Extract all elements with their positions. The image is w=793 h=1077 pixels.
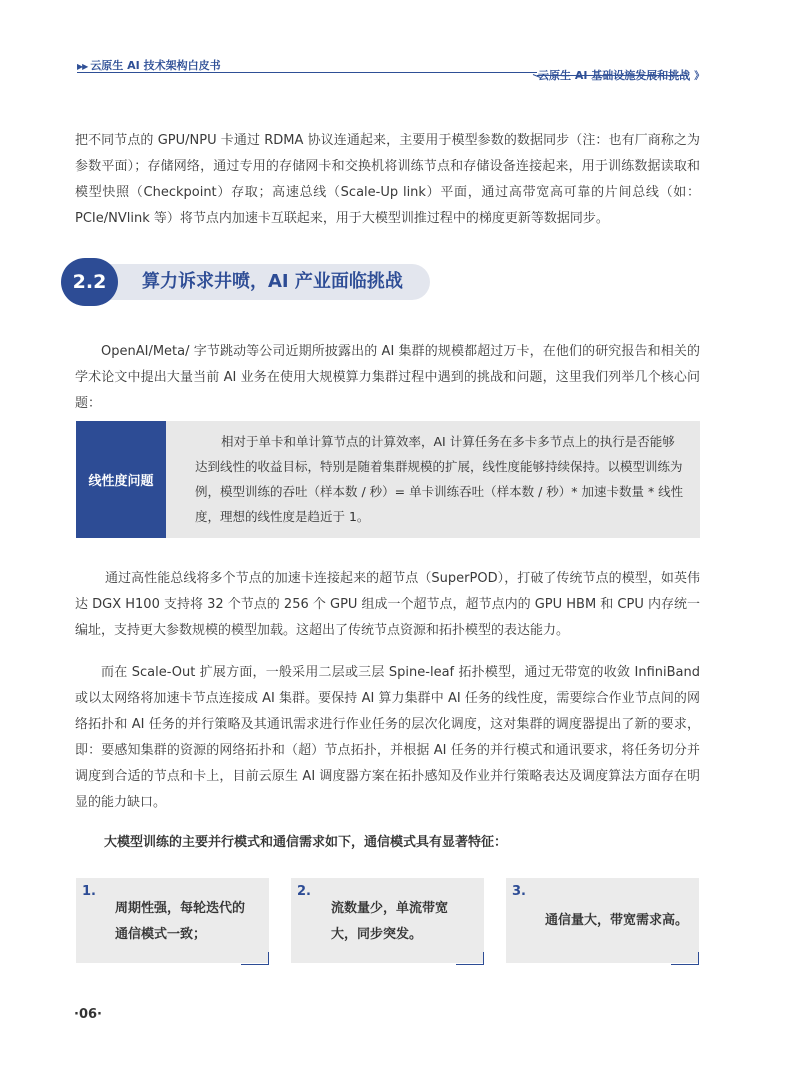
- callout-text: 相对于单卡和单计算节点的计算效率，AI 计算任务在多卡多节点上的执行是否能够达到线性的收益目标，特别是随着集群规模的扩展，线性度能够持续保持。以模型训练为例，模型训练的吞吐（样本数 / 秒）= 单卡训练吞吐（样本数 / 秒）* 加速卡数量 * 线性度，理想的线性度是趋近于 1。: [195, 434, 684, 524]
- body-paragraph-1: OpenAI/Meta/ 字节跳动等公司近期所披露出的 AI 集群的规模都超过万卡，在他们的研究报告和相关的学术论文中提出大量当前 AI 业务在使用大规模算力集群过程中遇到的挑战和问题，这里我们列举几个核心问题：: [75, 344, 700, 411]
- header-book-title: [77, 57, 221, 73]
- feature-number: 3.: [512, 884, 526, 899]
- feature-card-2: [291, 878, 484, 963]
- card-corner-accent: [456, 952, 484, 965]
- card-corner-accent: [241, 952, 269, 965]
- feature-card-3: [506, 878, 699, 963]
- feature-text-line1: 通信量大，带宽需求高。: [545, 913, 689, 928]
- body-paragraph-2: 通过高性能总线将多个节点的加速卡连接起来的超节点（SuperPOD），打破了传统节点的模型，如英伟达 DGX H100 支持将 32 个节点的 256 个 GPU 组成一个超节点，超节点内的 GPU HBM 和 CPU 内存统一编址，支持更大参数规模的模型加载。这超出了传统节点资源和拓扑模型的表达能力。: [75, 571, 700, 638]
- chapter-title-text: 云原生 AI 基础设施发展和挑战: [538, 69, 691, 82]
- section-number-badge: 2.2: [61, 258, 118, 306]
- header-rule: [77, 72, 537, 73]
- card-corner-accent: [671, 952, 699, 965]
- chevron-right-icon: 》: [694, 71, 705, 82]
- double-arrow-icon: ▶▶: [77, 62, 88, 71]
- feature-card-1: [76, 878, 269, 963]
- body-paragraph-3: 而在 Scale-Out 扩展方面，一般采用二层或三层 Spine-leaf 拓扑模型，通过无带宽的收敛 InfiniBand 或以太网络将加速卡节点连接成 AI 集群。要保持 AI 算力集群中 AI 任务的线性度，需要综合作业节点间的网络拓扑和 AI 任务的并行策略及其通讯需求进行作业任务的层次化调度，这对集群的调度器提出了新的要求，即：要感知集群的资源的网络拓扑和（超）节点拓扑，并根据 AI 任务的并行模式和通讯要求，将任务切分并调度到合适的节点和卡上，目前云原生 AI 调度器方案在拓扑感知及作业并行策略表达及调度算法方面存在明显的能力缺口。: [75, 665, 700, 810]
- page-number: ·06·: [74, 1007, 102, 1022]
- header-chapter-title: [538, 67, 704, 83]
- feature-number: 2.: [297, 884, 311, 899]
- section-title: 算力诉求井喷，AI 产业面临挑战: [142, 271, 403, 292]
- feature-text-line1: 流数量少，单流带宽: [331, 901, 449, 916]
- callout-label: 线性度问题: [76, 421, 166, 538]
- intro-paragraph: 把不同节点的 GPU/NPU 卡通过 RDMA 协议连通起来，主要用于模型参数的数据同步（注：也有厂商称之为参数平面）；存储网络，通过专用的存储网卡和交换机将训练节点和存储设备连接起来，用于训练数据读取和模型快照（Checkpoint）存取；高速总线（Scale-Up link）平面，通过高带宽高可靠的片间总线（如：PCIe/NVlink 等）将节点内加速卡互联起来，用于大模型训推过程中的梯度更新等数据同步。: [75, 133, 700, 226]
- feature-text-line2: 大，同步突发。: [331, 927, 423, 942]
- features-intro: 大模型训练的主要并行模式和通信需求如下，通信模式具有显著特征：: [104, 835, 508, 850]
- feature-text-line1: 周期性强，每轮迭代的: [115, 901, 246, 916]
- feature-text-line2: 通信模式一致；: [115, 927, 207, 942]
- feature-number: 1.: [82, 884, 96, 899]
- book-title-text: 云原生 AI 技术架构白皮书: [90, 59, 221, 72]
